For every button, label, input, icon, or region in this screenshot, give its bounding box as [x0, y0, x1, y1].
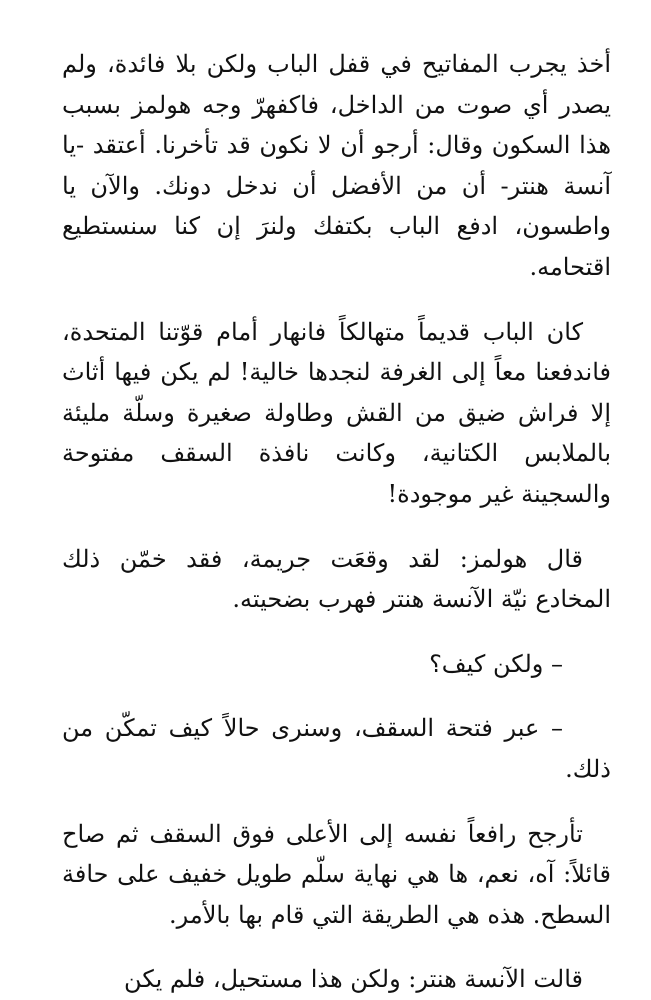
paragraph-locked-door: أخذ يجرب المفاتيح في قفل الباب ولكن بلا فائدة، ولم يصدر أي صوت من الداخل، فاكفهرّ وجه هولمز بسبب هذا السكون وقال: أرجو أن لا نكون قد تأخرنا. أعتقد -يا آنسة هنتر- أن من الأفضل أن ندخل دونك. والآن يا واطسون، ادفع الباب بكتفك ولنرَ إن كنا سنستطيع اقتحامه.	[62, 50, 611, 281]
paragraph-empty-room: كان الباب قديماً متهالكاً فانهار أمام قوّتنا المتحدة، فاندفعنا معاً إلى الغرفة لنجدها خالية! لم يكن فيها أثاث إلا فراش ضيق من القش وطاولة صغيرة وسلّة مليئة بالملابس الكتانية، وكانت نافذة السقف مفتوحة والسجينة غير موجودة!	[62, 317, 611, 508]
paragraph-holmes-crime: قال هولمز: لقد وقعَت جريمة، فقد خمّن ذلك المخادع نيّة الآنسة هنتر فهرب بضحيته.	[62, 544, 611, 614]
paragraph-ladder: تأرجح رافعاً نفسه إلى الأعلى فوق السقف ثم صاح قائلاً: آه، نعم، ها هي نهاية سلّم طويل خفيف على حافة السطح. هذه هي الطريقة التي قام بها بالأمر.	[62, 819, 611, 929]
paragraph-dialog-skylight: – عبر فتحة السقف، وسنرى حالاً كيف تمكّن من ذلك.	[62, 714, 611, 783]
paragraph-miss-hunter: قالت الآنسة هنتر: ولكن هذا مستحيل، فلم يكن	[124, 965, 583, 994]
paragraph-dialog-how: – ولكن كيف؟	[429, 649, 563, 678]
